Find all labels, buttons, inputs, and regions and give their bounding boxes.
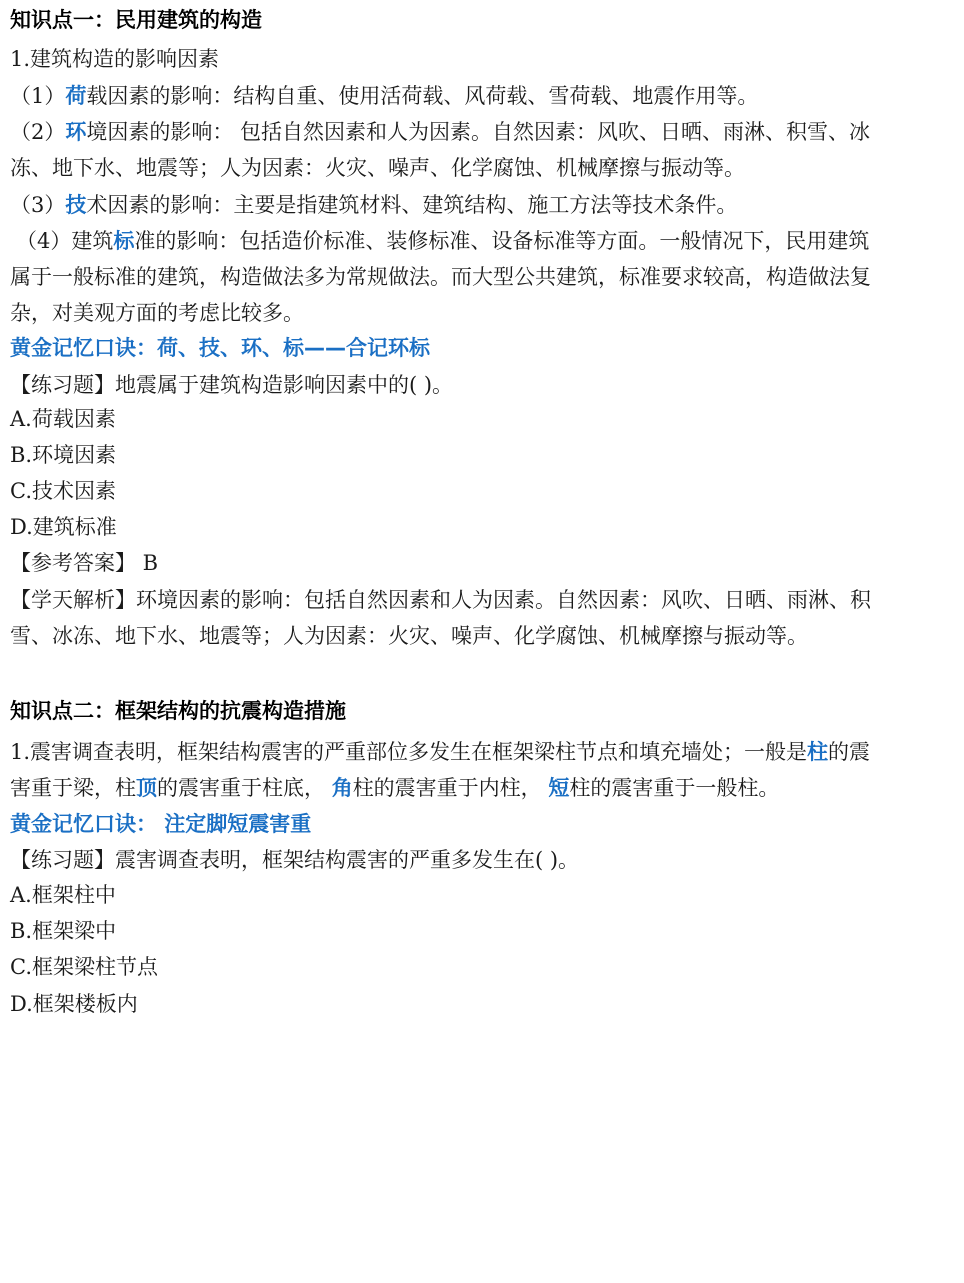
keyword-zhu: 柱 — [807, 740, 829, 764]
item-text: 境因素的影响： 包括自然因素和人为因素。自然因素：风吹、日晒、雨淋、积雪、冰 — [86, 120, 871, 144]
item-prefix: （1） — [10, 84, 66, 108]
factor-item-3 — [10, 187, 954, 223]
option-b: B.环境因素 — [10, 443, 117, 467]
item-prefix: （2） — [10, 120, 66, 144]
para-text: 1.震害调查表明，框架结构震害的严重部位多发生在框架梁柱节点和填充墙处；一般是 — [10, 740, 808, 764]
para-text: 害重于梁，柱 — [10, 776, 136, 800]
section1-subtitle: 1.建筑构造的影响因素 — [10, 47, 220, 71]
item-prefix: （4）建筑 — [16, 229, 114, 253]
keyword-ding: 顶 — [136, 776, 157, 800]
keyword-jiao: 角 — [331, 776, 353, 800]
keyword-he: 荷 — [65, 84, 87, 108]
mnemonic-2: 黄金记忆口诀： 注定脚短震害重 — [10, 812, 312, 836]
item-prefix: （3） — [10, 193, 66, 217]
para-text: 的震 — [828, 740, 871, 764]
item-text: 载因素的影响：结构自重、使用活荷载、风荷载、雪荷载、地震作用等。 — [86, 84, 759, 108]
item-text: 术因素的影响：主要是指建筑材料、建筑结构、施工方法等技术条件。 — [86, 193, 738, 217]
mnemonic-1: 黄金记忆口诀：荷、技、环、标——合记环标 — [10, 336, 430, 360]
keyword-biao: 标 — [113, 229, 135, 253]
factor-item-4-cont2: 杂，对美观方面的考虑比较多。 — [10, 301, 304, 325]
exercise-1: 【练习题】地震属于建筑构造影响因素中的( )。 — [10, 373, 454, 397]
option-d: D.框架楼板内 — [10, 992, 138, 1016]
exercise-2: 【练习题】震害调查表明，框架结构震害的严重多发生在( )。 — [10, 848, 580, 872]
option-a: A.荷载因素 — [10, 407, 116, 431]
analysis-line-1: 【学天解析】环境因素的影响：包括自然因素和人为因素。自然因素：风吹、日晒、雨淋、积 — [10, 588, 871, 612]
keyword-duan: 短 — [548, 776, 570, 800]
option-a: A.框架柱中 — [10, 883, 116, 907]
factor-item-4 — [16, 223, 960, 259]
option-c: C.框架梁柱节点 — [10, 955, 158, 979]
section2-heading: 知识点二：框架结构的抗震构造措施 — [10, 699, 346, 723]
factor-item-2 — [10, 114, 954, 150]
option-d: D.建筑标准 — [10, 515, 117, 539]
para-text: 柱的震害重于一般柱。 — [569, 776, 780, 800]
factor-item-1 — [10, 78, 954, 114]
item-text: 准的影响：包括造价标准、装修标准、设备标准等方面。一般情况下，民用建筑 — [134, 229, 870, 253]
factor-item-2-cont: 冻、地下水、地震等；人为因素：火灾、噪声、化学腐蚀、机械摩擦与振动等。 — [10, 156, 745, 180]
para-text: 柱的震害重于内柱， — [352, 776, 549, 800]
para-text: 的震害重于柱底， — [157, 776, 332, 800]
factor-item-4-cont: 属于一般标准的建筑，构造做法多为常规做法。而大型公共建筑，标准要求较高，构造做法复 — [10, 265, 871, 289]
keyword-ji: 技 — [65, 193, 87, 217]
option-c: C.技术因素 — [10, 479, 116, 503]
section1-heading: 知识点一：民用建筑的构造 — [10, 8, 262, 32]
seismic-para-line-1 — [10, 734, 954, 770]
analysis-line-2: 雪、冰冻、地下水、地震等；人为因素：火灾、噪声、化学腐蚀、机械摩擦与振动等。 — [10, 624, 808, 648]
seismic-para-line-2 — [10, 770, 954, 806]
keyword-huan: 环 — [65, 120, 87, 144]
option-b: B.框架梁中 — [10, 919, 117, 943]
reference-answer: 【参考答案】 B — [10, 551, 159, 575]
